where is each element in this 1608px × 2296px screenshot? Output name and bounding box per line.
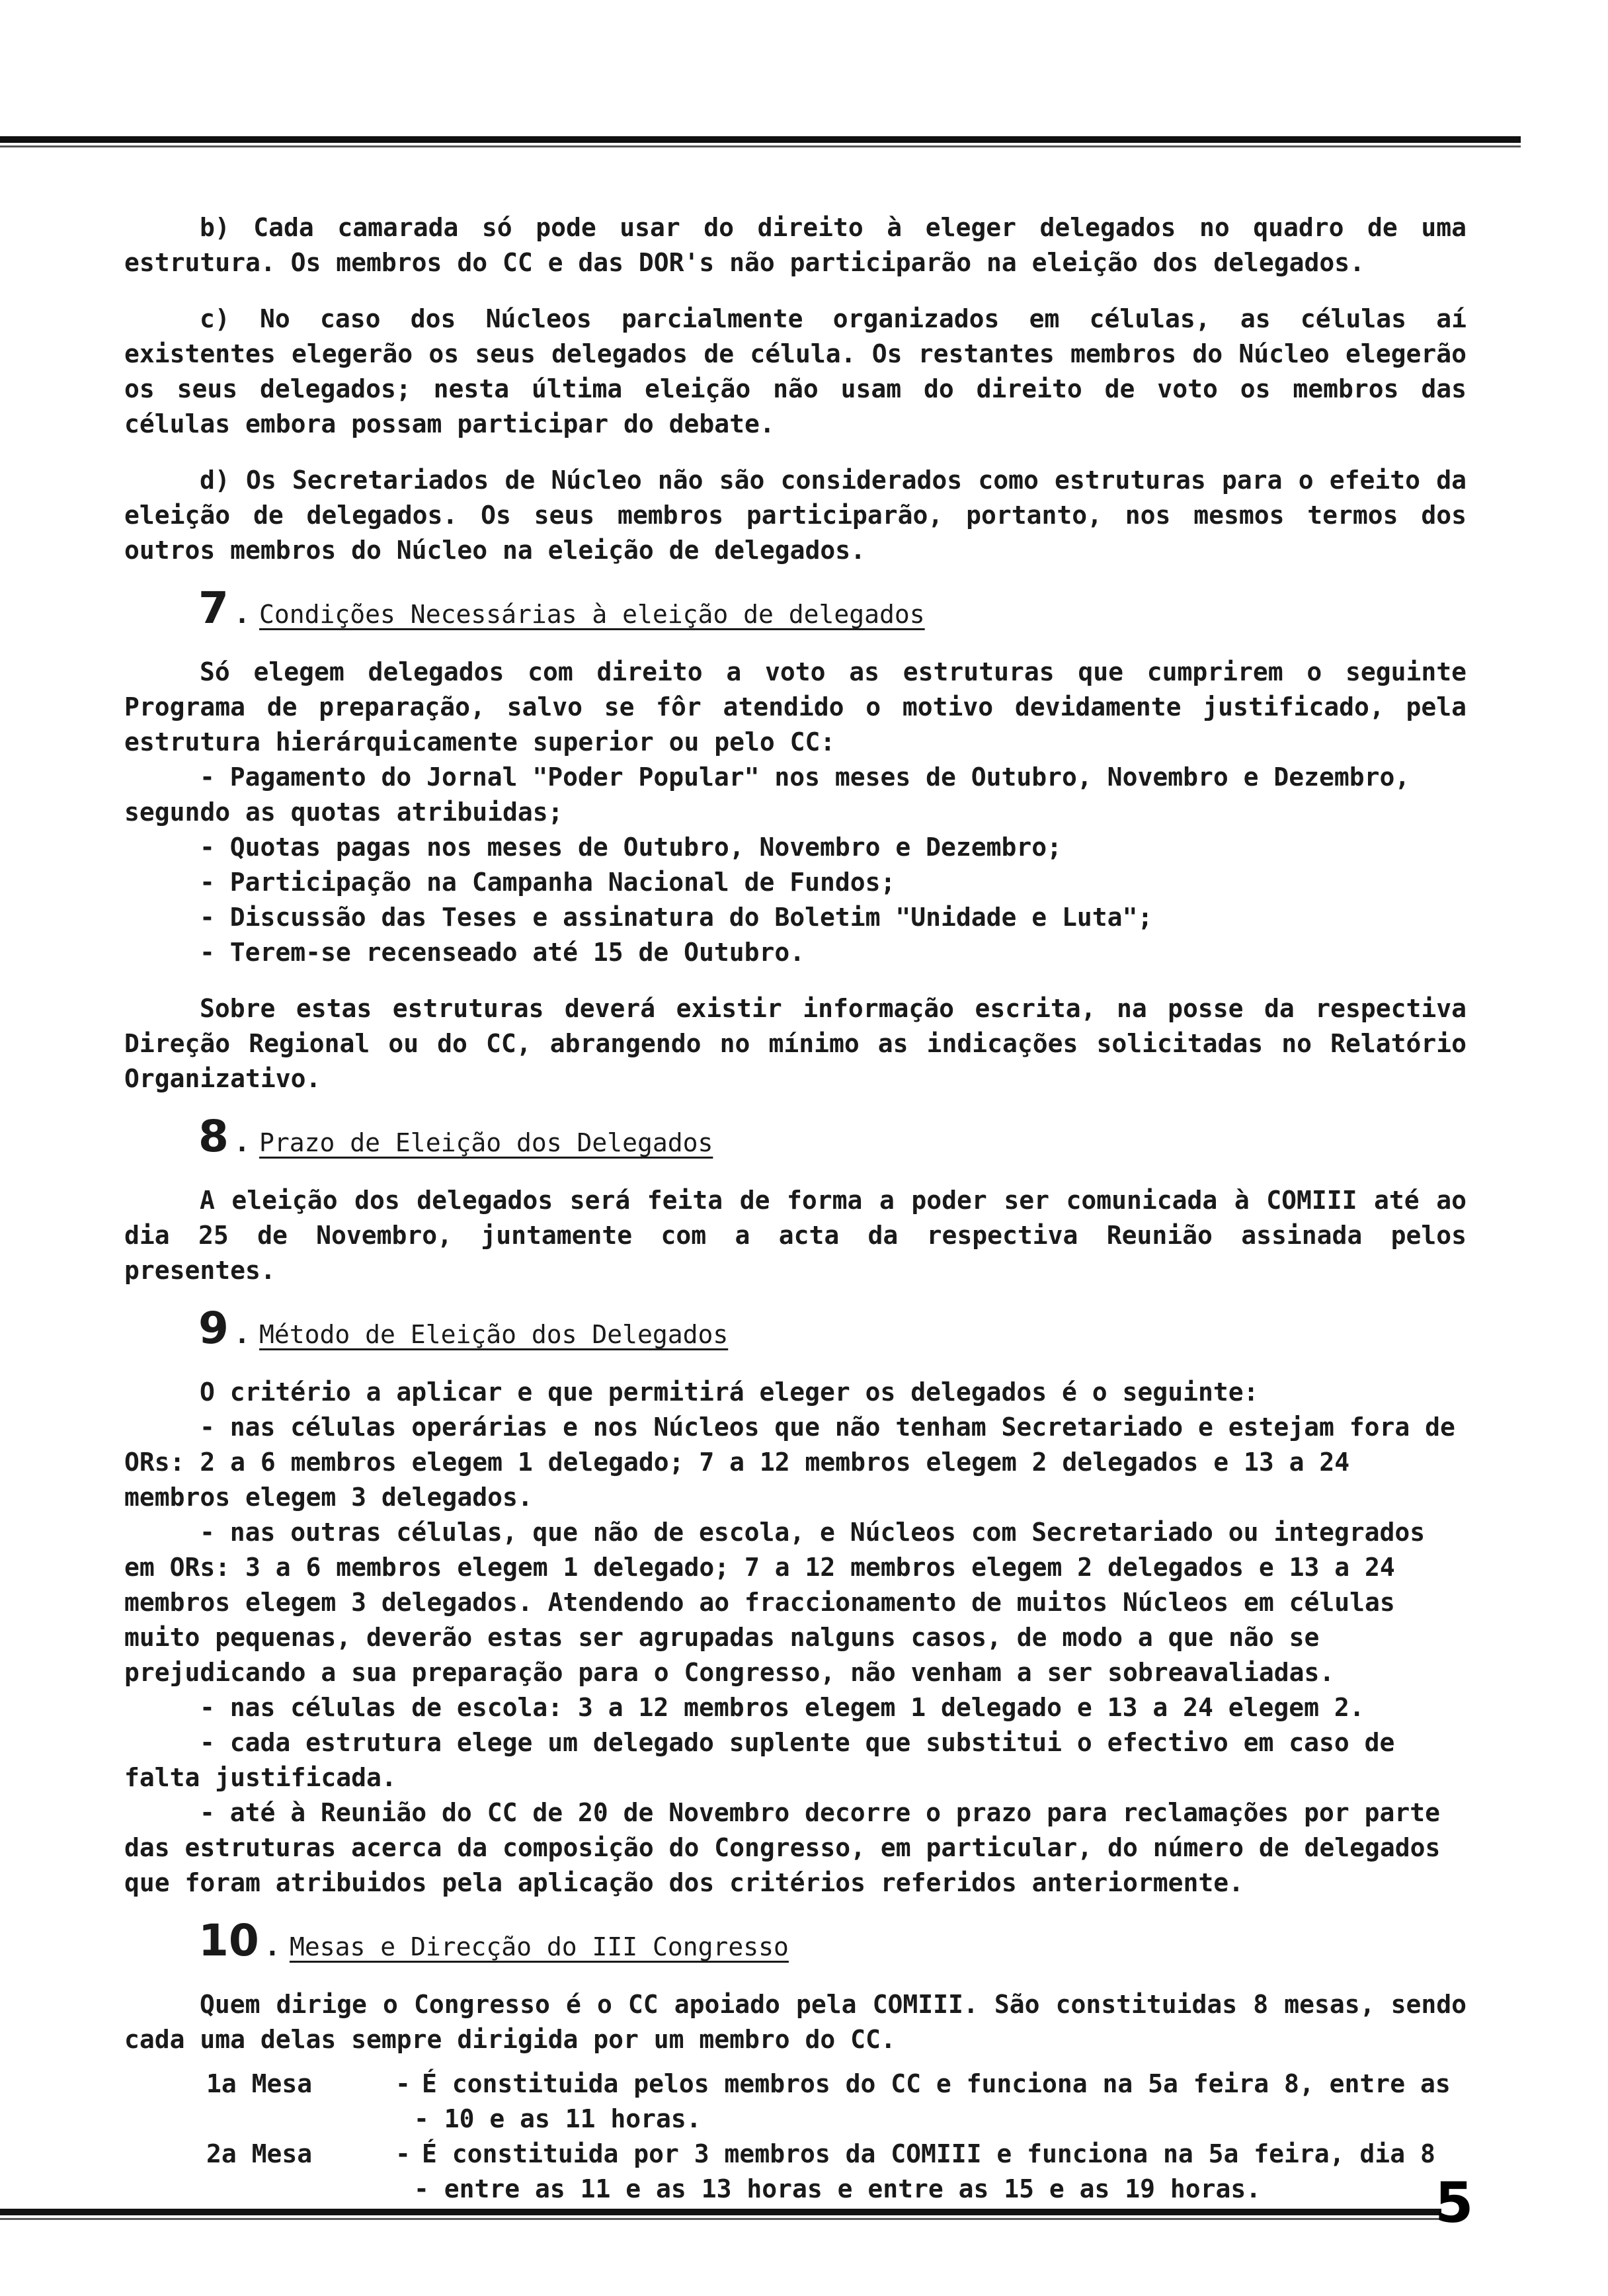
section-10-heading: 10 . Mesas e Direcção do III Congresso bbox=[198, 1915, 789, 1966]
list-item: - nas células de escola: 3 a 12 membros elegem 1 delegado e 13 a 24 elegem 2. bbox=[124, 1690, 1467, 1725]
list-item: - nas células operárias e nos Núcleos que não tenham Secretariado e estejam fora de ORs: 2 a 6 membros elegem 1 delegado; 7 a 12 membros elegem 2 delegados e 13 a 24 membros elegem 3 delegados. bbox=[124, 1410, 1467, 1515]
section-7-number: 7 bbox=[198, 583, 229, 634]
mesa-text: É constituida pelos membros do CC e funciona na 5a feira 8, entre as bbox=[422, 2069, 1451, 2098]
paragraph-d: d) Os Secretariados de Núcleo não são considerados como estruturas para o efeito da eleição de delegados. Os seus membros participarão, portanto, nos mesmos termos dos outros membros do Núcleo na eleição de delegados. bbox=[124, 466, 1467, 565]
section-10-title: Mesas e Direcção do III Congresso bbox=[289, 1932, 789, 1961]
mesa-label: 1a Mesa bbox=[206, 2069, 313, 2098]
section-9-criteria bbox=[124, 1410, 1467, 1901]
list-item: - Pagamento do Jornal "Poder Popular" nos meses de Outubro, Novembro e Dezembro, segundo as quotas atribuidas; bbox=[124, 760, 1467, 830]
section-10-number: 10 bbox=[198, 1915, 259, 1966]
section-7-intro: Só elegem delegados com direito a voto as estruturas que cumprirem o seguinte Programa de preparação, salvo se fôr atendido o motivo devidamente justificado, pela estrutura hierárquicamente superior ou pelo CC: bbox=[124, 657, 1467, 757]
section-7-outro: Sobre estas estruturas deverá existir informação escrita, na posse da respectiva Direção Regional ou do CC, abrangendo no mínimo as indicações solicitadas no Relatório Organizativo. bbox=[124, 994, 1467, 1093]
section-9-heading: 9 . Método de Eleição dos Delegados bbox=[198, 1303, 729, 1354]
mesa-text-cont: entre as 11 e as 13 horas e entre as 15 e as 19 horas. bbox=[444, 2174, 1262, 2203]
page-number: 5 bbox=[1435, 2170, 1474, 2235]
section-7-requirements bbox=[124, 760, 1467, 970]
section-8-title: Prazo de Eleição dos Delegados bbox=[259, 1128, 713, 1157]
section-8-heading: 8 . Prazo de Eleição dos Delegados bbox=[198, 1111, 713, 1162]
list-item: - Terem-se recenseado até 15 de Outubro. bbox=[124, 935, 1467, 970]
bottom-rule bbox=[0, 2209, 1441, 2215]
list-item: - até à Reunião do CC de 20 de Novembro decorre o prazo para reclamações por parte das estruturas acerca da composição do Congresso, em particular, do número de delegados que foram atribuidos pela aplicação dos critérios referidos anteriormente. bbox=[124, 1795, 1467, 1901]
section-8-number: 8 bbox=[198, 1111, 229, 1162]
document-body bbox=[124, 210, 1467, 2207]
section-9-intro: O critério a aplicar e que permitirá eleger os delegados é o seguinte: bbox=[200, 1377, 1259, 1407]
paragraph-c: c) No caso dos Núcleos parcialmente organizados em células, as células aí existentes elegerão os seus delegados de célula. Os restantes membros do Núcleo elegerão os seus delegados; nesta última eleição não usam do direito de voto os membros das células embora possam participar do debate. bbox=[124, 304, 1467, 438]
section-7-heading: 7 . Condições Necessárias à eleição de delegados bbox=[198, 583, 925, 634]
mesa-list: 1a Mesa - É constituida pelos membros do CC e funciona na 5a feira 8, entre as - 10 e as 11 horas. 2a Mesa - É constituida por 3 membros da COMIII e funciona na 5a feira, dia 8 - entre as 11 e as 13 horas e entre as 15 e as 19 horas. bbox=[124, 2067, 1467, 2207]
mesa-label: 2a Mesa bbox=[206, 2139, 313, 2168]
section-9-title: Método de Eleição dos Delegados bbox=[259, 1320, 729, 1349]
mesa-item: 2a Mesa - É constituida por 3 membros da COMIII e funciona na 5a feira, dia 8 bbox=[124, 2137, 1467, 2172]
mesa-text-cont: 10 e as 11 horas. bbox=[444, 2104, 702, 2133]
section-10-intro: Quem dirige o Congresso é o CC apoiado pela COMIII. São constituidas 8 mesas, sendo cada uma delas sempre dirigida por um membro do CC. bbox=[124, 1990, 1467, 2054]
list-item: - cada estrutura elege um delegado suplente que substitui o efectivo em caso de falta justificada. bbox=[124, 1725, 1467, 1795]
paragraph-b: b) Cada camarada só pode usar do direito à eleger delegados no quadro de uma estrutura. Os membros do CC e das DOR's não participarão na eleição dos delegados. bbox=[124, 213, 1467, 277]
mesa-text: É constituida por 3 membros da COMIII e funciona na 5a feira, dia 8 bbox=[422, 2139, 1435, 2168]
top-rule-thin bbox=[0, 145, 1521, 147]
list-item: - Quotas pagas nos meses de Outubro, Novembro e Dezembro; bbox=[124, 830, 1467, 865]
list-item: - nas outras células, que não de escola, e Núcleos com Secretariado ou integrados em ORs: 3 a 6 membros elegem 1 delegado; 7 a 12 membros elegem 2 delegados e 13 a 24 membros elegem 3 delegados. Atendendo ao fraccionamento de muitos Núcleos em células muito pequenas, deverão estas ser agrupadas nalguns casos, de modo a que não se prejudicando a sua preparação para o Congresso, não venham a ser sobreavaliadas. bbox=[124, 1515, 1467, 1690]
section-9-number: 9 bbox=[198, 1303, 229, 1354]
section-8-text: A eleição dos delegados será feita de forma a poder ser comunicada à COMIII até ao dia 25 de Novembro, juntamente com a acta da respectiva Reunião assinada pelos presentes. bbox=[124, 1186, 1467, 1285]
list-item: - Participação na Campanha Nacional de Fundos; bbox=[124, 865, 1467, 900]
list-item: - Discussão das Teses e assinatura do Boletim "Unidade e Luta"; bbox=[124, 900, 1467, 935]
bottom-rule-thin bbox=[0, 2218, 1441, 2220]
mesa-item: 1a Mesa - É constituida pelos membros do CC e funciona na 5a feira 8, entre as bbox=[124, 2067, 1467, 2102]
section-7-title: Condições Necessárias à eleição de delegados bbox=[259, 600, 925, 629]
top-rule bbox=[0, 136, 1521, 143]
